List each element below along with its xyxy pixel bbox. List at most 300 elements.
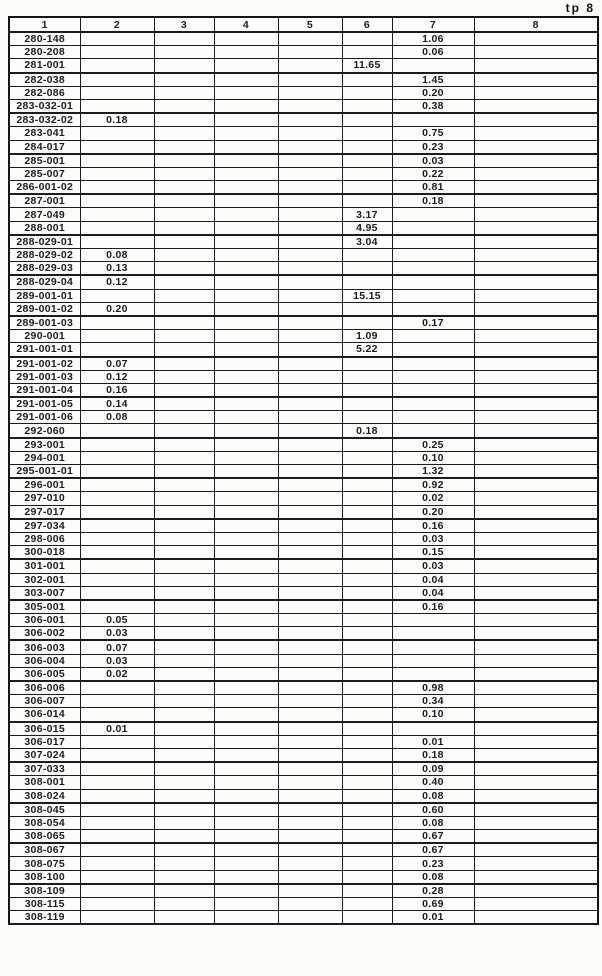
- value-cell: 0.04: [392, 586, 474, 600]
- table-row: [9, 803, 598, 817]
- empty-cell: [474, 776, 598, 789]
- empty-cell: [278, 816, 342, 829]
- empty-cell: [80, 776, 154, 789]
- value-cell: 0.08: [392, 816, 474, 829]
- empty-cell: [278, 681, 342, 695]
- empty-cell: [278, 208, 342, 221]
- empty-cell: [214, 735, 278, 748]
- empty-cell: [214, 249, 278, 262]
- empty-cell: [214, 73, 278, 87]
- empty-cell: [214, 573, 278, 586]
- empty-cell: [474, 478, 598, 492]
- empty-cell: [214, 843, 278, 857]
- empty-cell: [392, 249, 474, 262]
- empty-cell: [278, 870, 342, 884]
- empty-cell: [154, 289, 214, 302]
- empty-cell: [474, 330, 598, 343]
- empty-cell: [342, 803, 392, 817]
- empty-cell: [154, 735, 214, 748]
- empty-cell: [392, 424, 474, 438]
- empty-cell: [154, 573, 214, 586]
- empty-cell: [278, 722, 342, 736]
- empty-cell: [80, 140, 154, 154]
- table-row: [9, 316, 598, 330]
- empty-cell: [278, 735, 342, 748]
- table-row: [9, 911, 598, 925]
- empty-cell: [214, 722, 278, 736]
- empty-cell: [342, 492, 392, 505]
- row-id-cell: 306-001: [9, 614, 80, 627]
- empty-cell: [80, 181, 154, 195]
- table-row: [9, 357, 598, 371]
- value-cell: 0.38: [392, 99, 474, 113]
- empty-cell: [278, 316, 342, 330]
- empty-cell: [392, 302, 474, 316]
- empty-cell: [474, 830, 598, 844]
- table-row: [9, 505, 598, 519]
- table-row: [9, 208, 598, 221]
- empty-cell: [278, 451, 342, 464]
- column-header: 3: [154, 17, 214, 32]
- empty-cell: [154, 46, 214, 59]
- value-cell: 0.20: [392, 505, 474, 519]
- empty-cell: [214, 884, 278, 898]
- table-row: [9, 492, 598, 505]
- empty-cell: [154, 546, 214, 560]
- empty-cell: [392, 275, 474, 289]
- empty-cell: [214, 113, 278, 127]
- empty-cell: [80, 289, 154, 302]
- empty-cell: [80, 127, 154, 140]
- empty-cell: [214, 681, 278, 695]
- empty-cell: [214, 546, 278, 560]
- empty-cell: [154, 208, 214, 221]
- empty-cell: [392, 235, 474, 249]
- row-id-cell: 308-024: [9, 789, 80, 803]
- empty-cell: [154, 681, 214, 695]
- empty-cell: [392, 59, 474, 73]
- row-id-cell: 289-001-01: [9, 289, 80, 302]
- empty-cell: [80, 789, 154, 803]
- empty-cell: [154, 397, 214, 411]
- row-id-cell: 306-015: [9, 722, 80, 736]
- table-row: [9, 249, 598, 262]
- table-row: [9, 140, 598, 154]
- empty-cell: [214, 654, 278, 667]
- empty-cell: [342, 167, 392, 180]
- empty-cell: [80, 194, 154, 208]
- empty-cell: [474, 505, 598, 519]
- value-cell: 5.22: [342, 343, 392, 357]
- row-id-cell: 280-148: [9, 32, 80, 46]
- value-cell: 0.10: [392, 708, 474, 722]
- empty-cell: [342, 776, 392, 789]
- empty-cell: [278, 46, 342, 59]
- row-id-cell: 290-001: [9, 330, 80, 343]
- row-id-cell: 294-001: [9, 451, 80, 464]
- table-row: [9, 762, 598, 776]
- empty-cell: [342, 640, 392, 654]
- empty-cell: [80, 898, 154, 911]
- empty-cell: [342, 262, 392, 276]
- empty-cell: [154, 614, 214, 627]
- value-cell: 0.60: [392, 803, 474, 817]
- empty-cell: [278, 235, 342, 249]
- empty-cell: [342, 113, 392, 127]
- empty-cell: [278, 330, 342, 343]
- empty-cell: [278, 573, 342, 586]
- empty-cell: [80, 735, 154, 748]
- empty-cell: [342, 857, 392, 870]
- empty-cell: [474, 762, 598, 776]
- empty-cell: [214, 140, 278, 154]
- row-id-cell: 282-086: [9, 86, 80, 99]
- table-row: [9, 776, 598, 789]
- empty-cell: [214, 357, 278, 371]
- empty-cell: [474, 640, 598, 654]
- empty-cell: [278, 397, 342, 411]
- table-row: [9, 438, 598, 452]
- table-row: [9, 627, 598, 641]
- empty-cell: [80, 59, 154, 73]
- table-row: [9, 735, 598, 748]
- empty-cell: [80, 830, 154, 844]
- empty-cell: [278, 505, 342, 519]
- empty-cell: [214, 559, 278, 573]
- value-cell: 0.01: [392, 911, 474, 925]
- empty-cell: [214, 46, 278, 59]
- empty-cell: [474, 614, 598, 627]
- row-id-cell: 283-041: [9, 127, 80, 140]
- table-row: [9, 748, 598, 762]
- empty-cell: [154, 370, 214, 383]
- empty-cell: [214, 330, 278, 343]
- value-cell: 0.75: [392, 127, 474, 140]
- row-id-cell: 281-001: [9, 59, 80, 73]
- empty-cell: [154, 194, 214, 208]
- value-cell: 1.45: [392, 73, 474, 87]
- empty-cell: [474, 884, 598, 898]
- table-row: [9, 857, 598, 870]
- value-cell: 0.23: [392, 857, 474, 870]
- empty-cell: [278, 465, 342, 479]
- value-cell: 0.16: [80, 383, 154, 397]
- table-row: [9, 681, 598, 695]
- empty-cell: [392, 667, 474, 681]
- empty-cell: [154, 654, 214, 667]
- table-row: [9, 289, 598, 302]
- empty-cell: [214, 748, 278, 762]
- column-header: 1: [9, 17, 80, 32]
- empty-cell: [154, 465, 214, 479]
- value-cell: 11.65: [342, 59, 392, 73]
- empty-cell: [392, 654, 474, 667]
- row-id-cell: 306-002: [9, 627, 80, 641]
- empty-cell: [154, 803, 214, 817]
- empty-cell: [392, 113, 474, 127]
- empty-cell: [278, 99, 342, 113]
- empty-cell: [474, 154, 598, 168]
- value-cell: 1.06: [392, 32, 474, 46]
- row-id-cell: 291-001-01: [9, 343, 80, 357]
- empty-cell: [342, 86, 392, 99]
- row-id-cell: 296-001: [9, 478, 80, 492]
- table-row: [9, 667, 598, 681]
- empty-cell: [392, 614, 474, 627]
- value-cell: 15.15: [342, 289, 392, 302]
- empty-cell: [154, 73, 214, 87]
- table-row: [9, 154, 598, 168]
- table-row: [9, 532, 598, 545]
- empty-cell: [214, 600, 278, 614]
- empty-cell: [154, 519, 214, 533]
- row-id-cell: 280-208: [9, 46, 80, 59]
- empty-cell: [214, 816, 278, 829]
- empty-cell: [214, 86, 278, 99]
- empty-cell: [278, 357, 342, 371]
- empty-cell: [278, 438, 342, 452]
- empty-cell: [342, 249, 392, 262]
- table-row: [9, 478, 598, 492]
- column-header: 5: [278, 17, 342, 32]
- table-row: [9, 370, 598, 383]
- value-cell: 0.92: [392, 478, 474, 492]
- value-cell: 0.34: [392, 695, 474, 708]
- empty-cell: [474, 181, 598, 195]
- table-row: [9, 343, 598, 357]
- empty-cell: [392, 640, 474, 654]
- empty-cell: [214, 411, 278, 424]
- empty-cell: [342, 411, 392, 424]
- empty-cell: [474, 397, 598, 411]
- value-cell: 0.25: [392, 438, 474, 452]
- value-cell: 4.95: [342, 221, 392, 235]
- empty-cell: [80, 857, 154, 870]
- empty-cell: [154, 776, 214, 789]
- row-id-cell: 308-001: [9, 776, 80, 789]
- empty-cell: [342, 46, 392, 59]
- row-id-cell: 287-001: [9, 194, 80, 208]
- row-id-cell: 298-006: [9, 532, 80, 545]
- empty-cell: [342, 911, 392, 925]
- empty-cell: [474, 681, 598, 695]
- empty-cell: [80, 884, 154, 898]
- empty-cell: [154, 140, 214, 154]
- empty-cell: [342, 735, 392, 748]
- empty-cell: [80, 208, 154, 221]
- empty-cell: [474, 127, 598, 140]
- empty-cell: [214, 99, 278, 113]
- empty-cell: [342, 870, 392, 884]
- empty-cell: [278, 911, 342, 925]
- empty-cell: [474, 857, 598, 870]
- row-id-cell: 306-005: [9, 667, 80, 681]
- empty-cell: [474, 600, 598, 614]
- empty-cell: [154, 343, 214, 357]
- empty-cell: [342, 465, 392, 479]
- empty-cell: [278, 519, 342, 533]
- empty-cell: [154, 127, 214, 140]
- empty-cell: [278, 532, 342, 545]
- empty-cell: [342, 816, 392, 829]
- empty-cell: [154, 708, 214, 722]
- row-id-cell: 301-001: [9, 559, 80, 573]
- row-id-cell: 308-109: [9, 884, 80, 898]
- value-cell: 0.08: [392, 870, 474, 884]
- empty-cell: [474, 586, 598, 600]
- row-id-cell: 283-032-02: [9, 113, 80, 127]
- value-cell: 0.69: [392, 898, 474, 911]
- empty-cell: [278, 140, 342, 154]
- empty-cell: [154, 748, 214, 762]
- empty-cell: [154, 857, 214, 870]
- empty-cell: [278, 59, 342, 73]
- empty-cell: [214, 383, 278, 397]
- empty-cell: [214, 275, 278, 289]
- empty-cell: [278, 275, 342, 289]
- table-row: [9, 708, 598, 722]
- empty-cell: [392, 289, 474, 302]
- empty-cell: [474, 695, 598, 708]
- empty-cell: [80, 519, 154, 533]
- value-cell: 3.04: [342, 235, 392, 249]
- value-cell: 0.14: [80, 397, 154, 411]
- page-annotation: tp 8: [565, 1, 595, 15]
- value-cell: 0.08: [392, 789, 474, 803]
- empty-cell: [474, 573, 598, 586]
- table-row: [9, 898, 598, 911]
- empty-cell: [392, 330, 474, 343]
- value-cell: 0.98: [392, 681, 474, 695]
- value-cell: 0.02: [80, 667, 154, 681]
- value-cell: 0.03: [392, 559, 474, 573]
- table-row: [9, 870, 598, 884]
- empty-cell: [278, 789, 342, 803]
- value-cell: 0.12: [80, 370, 154, 383]
- empty-cell: [474, 735, 598, 748]
- row-id-cell: 308-075: [9, 857, 80, 870]
- empty-cell: [278, 154, 342, 168]
- value-cell: 0.08: [80, 249, 154, 262]
- empty-cell: [154, 86, 214, 99]
- row-id-cell: 307-033: [9, 762, 80, 776]
- empty-cell: [278, 302, 342, 316]
- empty-cell: [474, 59, 598, 73]
- value-cell: 0.01: [80, 722, 154, 736]
- empty-cell: [214, 667, 278, 681]
- empty-cell: [342, 546, 392, 560]
- empty-cell: [342, 614, 392, 627]
- empty-cell: [474, 167, 598, 180]
- empty-cell: [278, 600, 342, 614]
- empty-cell: [154, 181, 214, 195]
- empty-cell: [342, 127, 392, 140]
- empty-cell: [80, 816, 154, 829]
- table-row: [9, 181, 598, 195]
- empty-cell: [80, 748, 154, 762]
- empty-cell: [278, 695, 342, 708]
- row-id-cell: 283-032-01: [9, 99, 80, 113]
- empty-cell: [154, 167, 214, 180]
- empty-cell: [474, 438, 598, 452]
- column-header: 4: [214, 17, 278, 32]
- empty-cell: [214, 627, 278, 641]
- empty-cell: [154, 302, 214, 316]
- row-id-cell: 297-017: [9, 505, 80, 519]
- empty-cell: [278, 492, 342, 505]
- empty-cell: [474, 370, 598, 383]
- empty-cell: [154, 586, 214, 600]
- empty-cell: [214, 208, 278, 221]
- table-row: [9, 789, 598, 803]
- table-row: [9, 127, 598, 140]
- empty-cell: [278, 181, 342, 195]
- empty-cell: [154, 600, 214, 614]
- empty-cell: [80, 695, 154, 708]
- value-cell: 0.18: [392, 194, 474, 208]
- empty-cell: [80, 492, 154, 505]
- value-cell: 0.23: [392, 140, 474, 154]
- table-row: [9, 884, 598, 898]
- empty-cell: [154, 424, 214, 438]
- row-id-cell: 305-001: [9, 600, 80, 614]
- empty-cell: [80, 559, 154, 573]
- empty-cell: [154, 275, 214, 289]
- empty-cell: [214, 911, 278, 925]
- empty-cell: [80, 99, 154, 113]
- empty-cell: [474, 113, 598, 127]
- row-id-cell: 306-017: [9, 735, 80, 748]
- empty-cell: [278, 776, 342, 789]
- empty-cell: [214, 194, 278, 208]
- empty-cell: [278, 803, 342, 817]
- table-row: [9, 695, 598, 708]
- empty-cell: [80, 424, 154, 438]
- row-id-cell: 288-001: [9, 221, 80, 235]
- empty-cell: [342, 302, 392, 316]
- empty-cell: [392, 627, 474, 641]
- table-row: [9, 546, 598, 560]
- empty-cell: [278, 370, 342, 383]
- empty-cell: [342, 722, 392, 736]
- row-id-cell: 284-017: [9, 140, 80, 154]
- empty-cell: [474, 667, 598, 681]
- empty-cell: [278, 249, 342, 262]
- empty-cell: [214, 167, 278, 180]
- value-cell: 0.03: [392, 154, 474, 168]
- empty-cell: [278, 343, 342, 357]
- empty-cell: [278, 289, 342, 302]
- row-id-cell: 288-029-01: [9, 235, 80, 249]
- empty-cell: [154, 262, 214, 276]
- empty-cell: [80, 762, 154, 776]
- row-id-cell: 291-001-06: [9, 411, 80, 424]
- empty-cell: [342, 695, 392, 708]
- empty-cell: [278, 32, 342, 46]
- empty-cell: [342, 762, 392, 776]
- empty-cell: [342, 194, 392, 208]
- empty-cell: [342, 275, 392, 289]
- empty-cell: [154, 249, 214, 262]
- empty-cell: [474, 86, 598, 99]
- row-id-cell: 306-006: [9, 681, 80, 695]
- empty-cell: [278, 411, 342, 424]
- empty-cell: [342, 316, 392, 330]
- value-cell: 0.81: [392, 181, 474, 195]
- value-cell: 0.10: [392, 451, 474, 464]
- value-cell: 0.02: [392, 492, 474, 505]
- value-cell: 0.07: [80, 640, 154, 654]
